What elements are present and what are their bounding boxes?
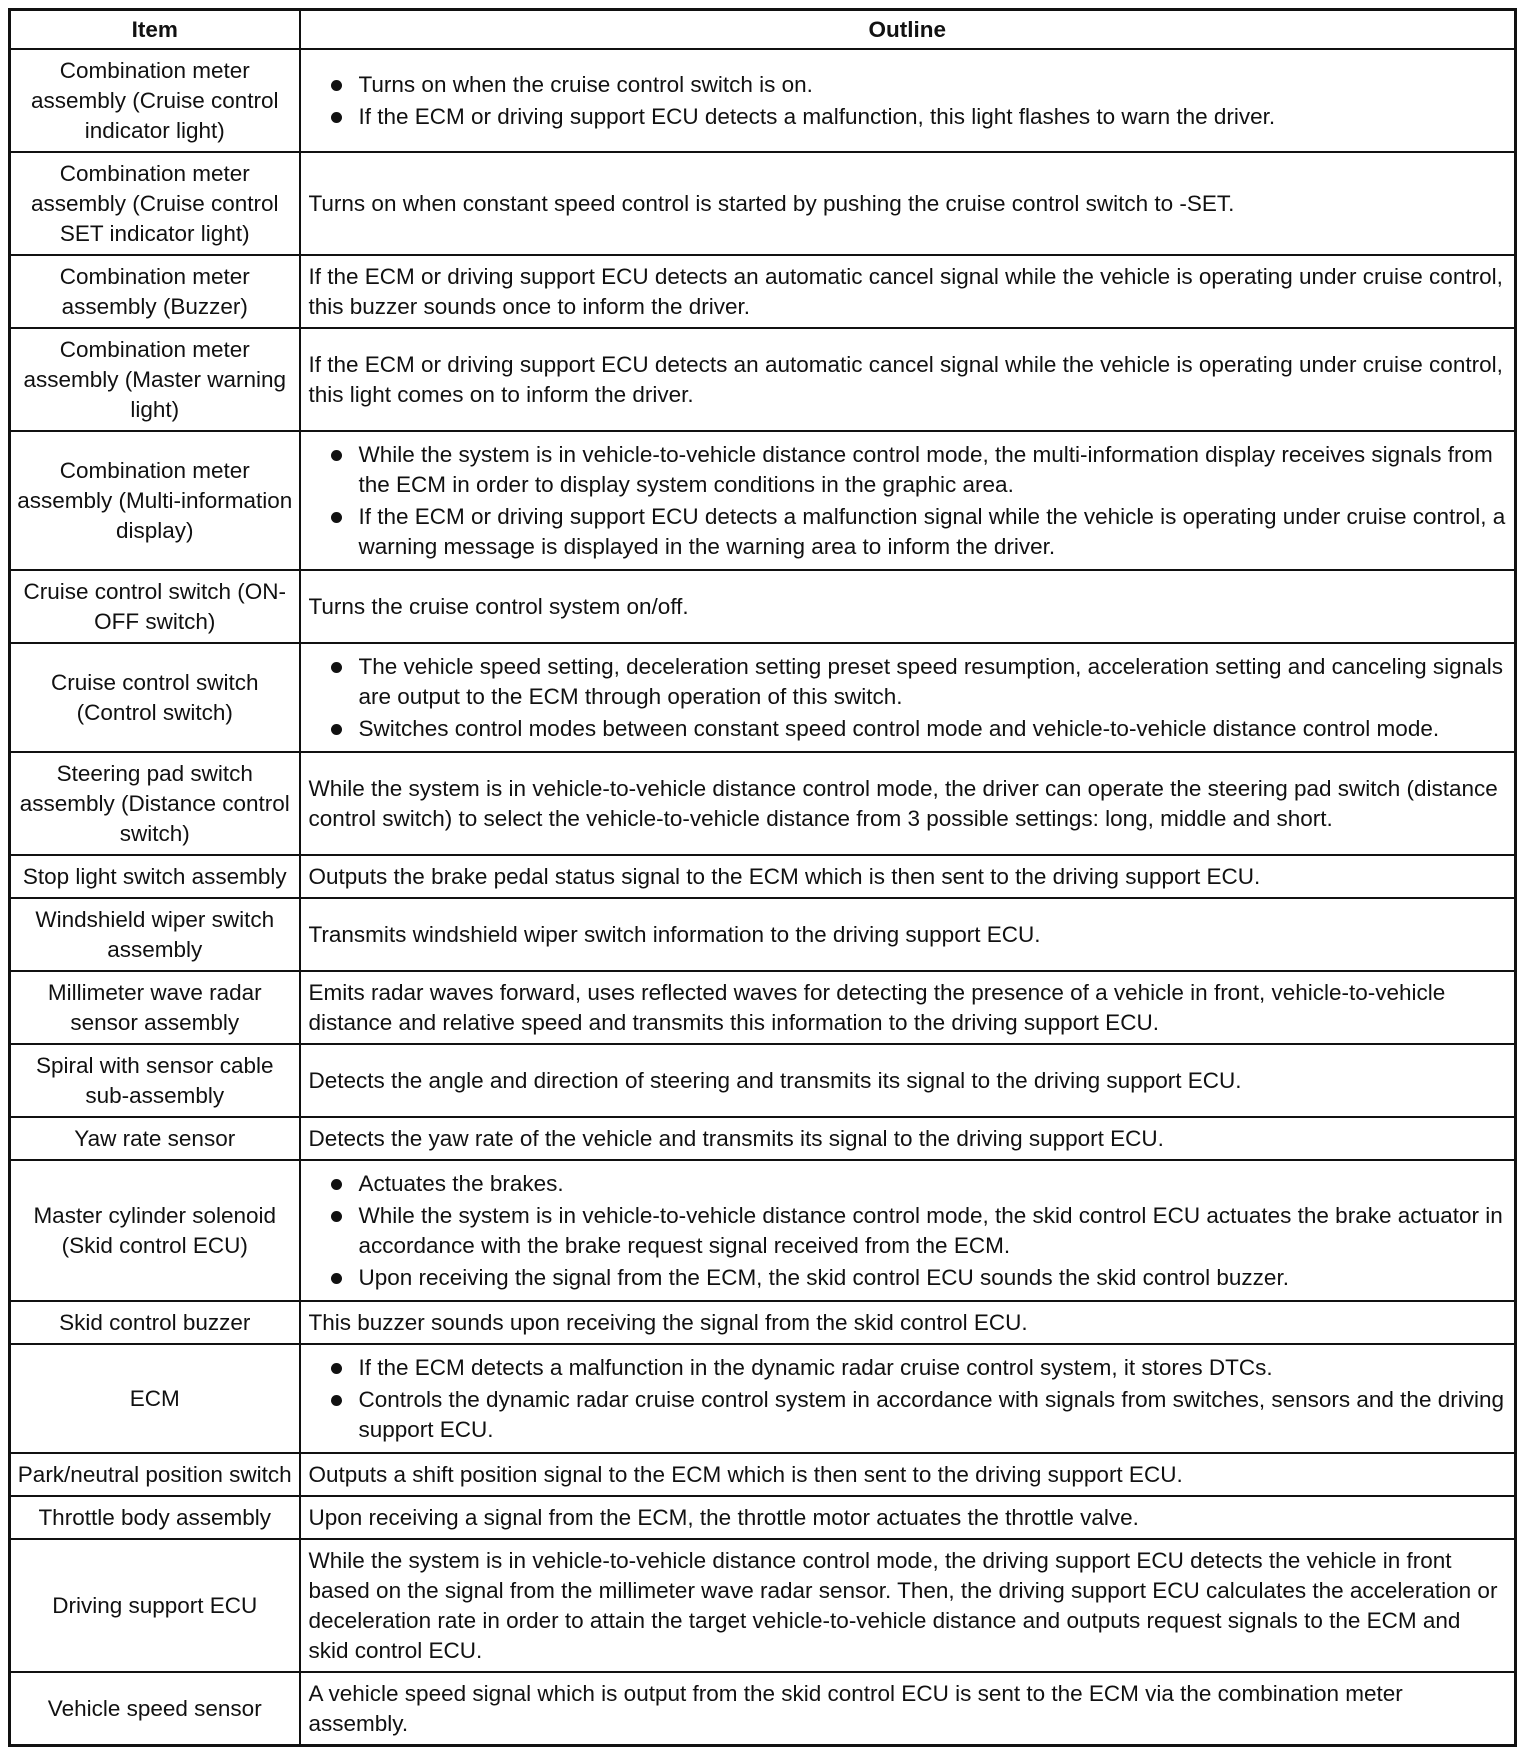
component-outline-table [8,8,1517,1747]
outline-cell [300,1160,1516,1301]
outline-cell: A vehicle speed signal which is output from the skid control ECU is sent to the ECM via the combination meter assembly. [300,1672,1516,1746]
column-header-outline: Outline [300,10,1516,50]
item-cell: Combination meter assembly (Buzzer) [10,255,300,328]
table-row [10,255,1516,328]
item-cell: Cruise control switch (ON-OFF switch) [10,570,300,643]
table-row [10,898,1516,971]
table-row [10,328,1516,431]
item-cell: Windshield wiper switch assembly [10,898,300,971]
table-row [10,49,1516,152]
item-cell: Throttle body assembly [10,1496,300,1539]
table-row [10,1672,1516,1746]
outline-cell [300,431,1516,570]
table-row [10,1496,1516,1539]
outline-bullet-list [309,440,1507,562]
outline-cell [300,1344,1516,1453]
outline-bullet-item: Turns on when the cruise control switch is on. [309,70,1507,100]
table-row [10,1160,1516,1301]
item-cell: Millimeter wave radar sensor assembly [10,971,300,1044]
outline-bullet-item: If the ECM detects a malfunction in the dynamic radar cruise control system, it stores DTCs. [309,1353,1507,1383]
outline-cell: Detects the angle and direction of steering and transmits its signal to the driving support ECU. [300,1044,1516,1117]
table-row [10,752,1516,855]
outline-bullet-item: The vehicle speed setting, deceleration setting preset speed resumption, acceleration setting and canceling signals are output to the ECM through operation of this switch. [309,652,1507,712]
item-cell: Yaw rate sensor [10,1117,300,1160]
outline-bullet-item: While the system is in vehicle-to-vehicle distance control mode, the multi-information display receives signals from the ECM in order to display system conditions in the graphic area. [309,440,1507,500]
outline-bullet-item: Controls the dynamic radar cruise control system in accordance with signals from switches, sensors and the driving support ECU. [309,1385,1507,1445]
outline-bullet-item: Upon receiving the signal from the ECM, the skid control ECU sounds the skid control buzzer. [309,1263,1507,1293]
table-row [10,1539,1516,1672]
item-cell: Master cylinder solenoid (Skid control ECU) [10,1160,300,1301]
table-row [10,1344,1516,1453]
item-cell: Spiral with sensor cable sub-assembly [10,1044,300,1117]
table-row [10,855,1516,898]
item-cell: Cruise control switch (Control switch) [10,643,300,752]
table-row [10,1301,1516,1344]
outline-bullet-item: Switches control modes between constant speed control mode and vehicle-to-vehicle distance control mode. [309,714,1507,744]
item-cell: Skid control buzzer [10,1301,300,1344]
outline-cell: If the ECM or driving support ECU detects an automatic cancel signal while the vehicle is operating under cruise control, this light comes on to inform the driver. [300,328,1516,431]
item-cell: Steering pad switch assembly (Distance control switch) [10,752,300,855]
document-page [8,8,1514,1747]
outline-cell: Upon receiving a signal from the ECM, the throttle motor actuates the throttle valve. [300,1496,1516,1539]
item-cell: Driving support ECU [10,1539,300,1672]
table-row [10,1453,1516,1496]
outline-bullet-list [309,1353,1507,1445]
outline-cell: Emits radar waves forward, uses reflected waves for detecting the presence of a vehicle in front, vehicle-to-vehicle distance and relative speed and transmits this information to the driving support ECU. [300,971,1516,1044]
item-cell: Combination meter assembly (Cruise control indicator light) [10,49,300,152]
outline-cell: Turns on when constant speed control is started by pushing the cruise control switch to -SET. [300,152,1516,255]
item-cell: Stop light switch assembly [10,855,300,898]
table-row [10,1117,1516,1160]
column-header-item: Item [10,10,300,50]
item-cell: Combination meter assembly (Master warning light) [10,328,300,431]
outline-cell: Outputs the brake pedal status signal to the ECM which is then sent to the driving support ECU. [300,855,1516,898]
outline-cell: Turns the cruise control system on/off. [300,570,1516,643]
outline-bullet-list [309,70,1507,132]
outline-bullet-item: Actuates the brakes. [309,1169,1507,1199]
table-header-row [10,10,1516,50]
outline-bullet-item: If the ECM or driving support ECU detects a malfunction signal while the vehicle is operating under cruise control, a warning message is displayed in the warning area to inform the driver. [309,502,1507,562]
outline-cell: If the ECM or driving support ECU detects an automatic cancel signal while the vehicle is operating under cruise control, this buzzer sounds once to inform the driver. [300,255,1516,328]
item-cell: Park/neutral position switch [10,1453,300,1496]
table-row [10,1044,1516,1117]
outline-cell: This buzzer sounds upon receiving the signal from the skid control ECU. [300,1301,1516,1344]
item-cell: Combination meter assembly (Multi-information display) [10,431,300,570]
outline-cell [300,49,1516,152]
table-row [10,570,1516,643]
outline-bullet-list [309,1169,1507,1293]
outline-cell: Outputs a shift position signal to the ECM which is then sent to the driving support ECU. [300,1453,1516,1496]
outline-cell [300,643,1516,752]
table-row [10,971,1516,1044]
outline-bullet-list [309,652,1507,744]
table-body [10,49,1516,1746]
table-row [10,431,1516,570]
item-cell: ECM [10,1344,300,1453]
outline-cell: While the system is in vehicle-to-vehicle distance control mode, the driver can operate the steering pad switch (distance control switch) to select the vehicle-to-vehicle distance from 3 possible settings: long, middle and short. [300,752,1516,855]
table-row [10,643,1516,752]
outline-bullet-item: If the ECM or driving support ECU detects a malfunction, this light flashes to warn the driver. [309,102,1507,132]
item-cell: Vehicle speed sensor [10,1672,300,1746]
outline-cell: Transmits windshield wiper switch information to the driving support ECU. [300,898,1516,971]
table-row [10,152,1516,255]
outline-cell: Detects the yaw rate of the vehicle and transmits its signal to the driving support ECU. [300,1117,1516,1160]
outline-bullet-item: While the system is in vehicle-to-vehicle distance control mode, the skid control ECU actuates the brake actuator in accordance with the brake request signal received from the ECM. [309,1201,1507,1261]
outline-cell: While the system is in vehicle-to-vehicle distance control mode, the driving support ECU detects the vehicle in front based on the signal from the millimeter wave radar sensor. Then, the driving support ECU calculates the acceleration or deceleration rate in order to attain the target vehicle-to-vehicle distance and outputs request signals to the ECM and skid control ECU. [300,1539,1516,1672]
item-cell: Combination meter assembly (Cruise control SET indicator light) [10,152,300,255]
